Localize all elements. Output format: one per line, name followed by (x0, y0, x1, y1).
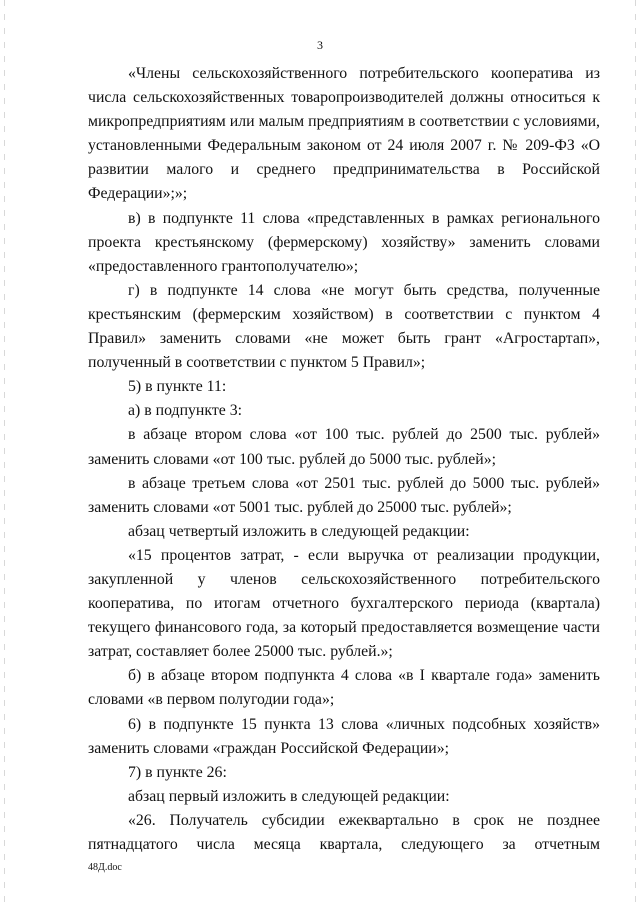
document-body (88, 62, 600, 857)
paragraph: г) в подпункте 14 слова «не могут быть средства, полученные крестьянским (фермерским хозяйством) в соответствии с пунктом 4 Правил» заменить словами «не может быть грант «Агростартап», полученный в соответствии с пунктом 5 Правил»; (88, 281, 600, 372)
paragraph: 6) в подпункте 15 пункта 13 слова «личных подсобных хозяйств» заменить словами «граждан Российской Федерации»; (88, 715, 600, 757)
paragraph: в абзаце втором слова «от 100 тыс. рублей до 2500 тыс. рублей» заменить словами «от 100 тыс. рублей до 5000 тыс. рублей»; (88, 426, 600, 468)
paragraph: в) в подпункте 11 слова «представленных в рамках регионального проекта крестьянскому (фермерскому) хозяйству» заменить словами «предоставленного грантополучателю»; (88, 209, 600, 275)
scan-edge-right (635, 0, 636, 905)
paragraph: а) в подпункте 3: (128, 402, 242, 420)
paragraph: «26. Получатель субсидии ежеквартально в срок не позднее пятнадцатого числа месяца квартала, следующего за отчетным (88, 811, 600, 853)
footer-filename: 48Д.doc (88, 862, 122, 873)
paragraph: абзац первый изложить в следующей редакции: (128, 787, 450, 805)
page-number: 3 (317, 38, 323, 52)
paragraph: б) в абзаце втором подпункта 4 слова «в I квартале года» заменить словами «в первом полугодии года»; (88, 667, 600, 709)
paragraph: 5) в пункте 11: (128, 378, 227, 396)
paragraph: в абзаце третьем слова «от 2501 тыс. рублей до 5000 тыс. рублей» заменить словами «от 5001 тыс. рублей до 25000 тыс. рублей»; (88, 474, 600, 516)
paragraph: абзац четвертый изложить в следующей редакции: (128, 522, 470, 540)
paragraph: «Члены сельскохозяйственного потребительского кооператива из числа сельскохозяйственных товаропроизводителей должны относиться к микропредприятиям или малым предприятиям в соответствии с условиями, установленными Федеральным законом от 24 июля 2007 г. № 209-ФЗ «О развитии малого и среднего предпринимательства в Российской Федерации»;»; (88, 65, 600, 203)
paragraph: «15 процентов затрат, - если выручка от реализации продукции, закупленной у членов сельскохозяйственного потребительского кооператива, по итогам отчетного бухгалтерского периода (квартала) текущего финансового года, за который предоставляется возмещение части затрат, составляет более 25000 тыс. рублей.»; (88, 546, 600, 661)
paragraph: 7) в пункте 26: (128, 763, 227, 781)
scan-edge-left (4, 0, 5, 905)
